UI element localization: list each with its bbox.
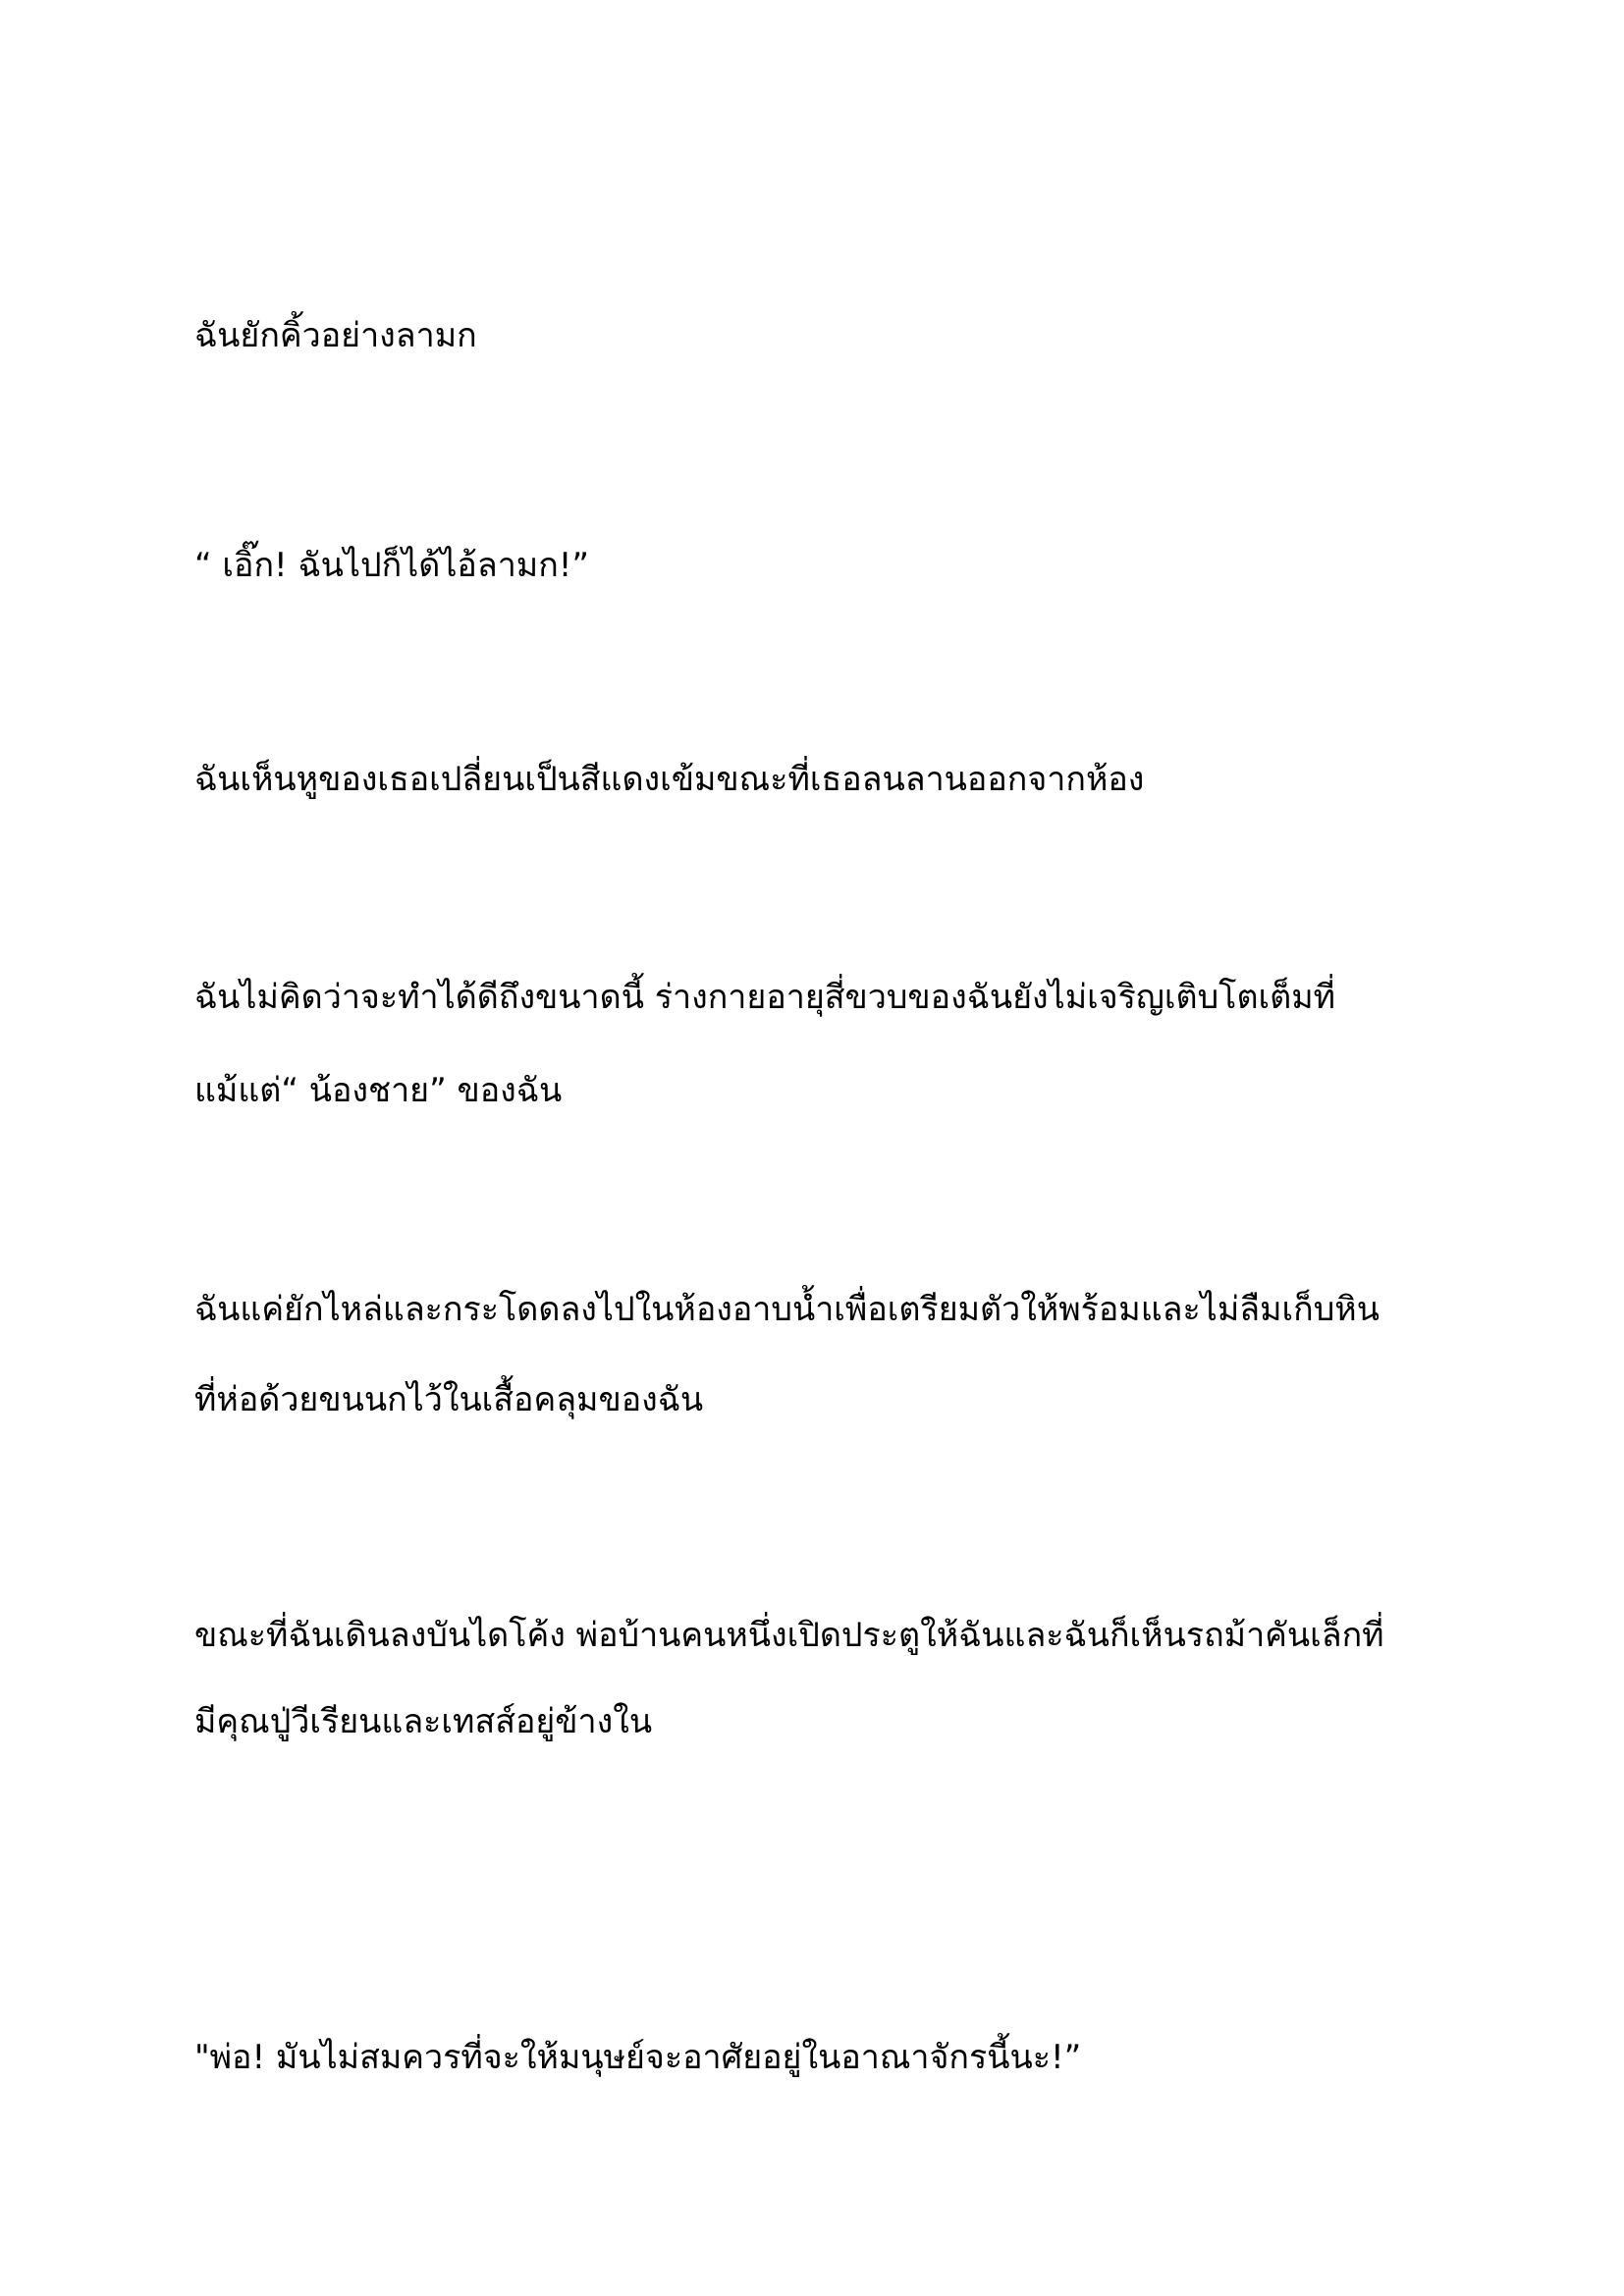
paragraph-line: ขณะที่ฉันเดินลงบันไดโค้ง พ่อบ้านคนหนึ่งเปิดประตูให้ฉันและฉันก็เห็นรถม้าคันเล็กที่ bbox=[194, 1616, 1384, 1655]
paragraph-line: ฉันยักคิ้วอย่างลามก bbox=[194, 316, 477, 355]
paragraph-line: "พ่อ! มันไม่สมควรที่จะให้มนุษย์จะอาศัยอยู่ในอาณาจักรนี้นะ!” bbox=[194, 2038, 1082, 2077]
paragraph-line: ฉันไม่คิดว่าจะทำได้ดีถึงขนาดนี้ ร่างกายอายุสี่ขวบของฉันยังไม่เจริญเติบโตเต็มที่ bbox=[194, 978, 1336, 1017]
paragraph-line: แม้แต่“ น้องชาย” ของฉัน bbox=[194, 1071, 563, 1110]
paragraph-line: มีคุณปู่วีเรียนและเทสส์อยู่ข้างใน bbox=[194, 1702, 653, 1741]
paragraph-line: ที่ห่อด้วยขนนกไว้ในเสื้อคลุมของฉัน bbox=[194, 1380, 704, 1419]
paragraph-line: “ เอิ๊ก! ฉันไปก็ได้ไอ้ลามก!” bbox=[194, 546, 590, 585]
paragraph-line: ฉันเห็นหูของเธอเปลี่ยนเป็นสีแดงเข้มขณะที่เธอลนลานออกจากห้อง bbox=[194, 760, 1145, 799]
paragraph-line: ฉันแค่ยักไหล่และกระโดดลงไปในห้องอาบน้ำเพื่อเตรียมตัวให้พร้อมและไม่ลืมเก็บหิน bbox=[194, 1290, 1380, 1329]
